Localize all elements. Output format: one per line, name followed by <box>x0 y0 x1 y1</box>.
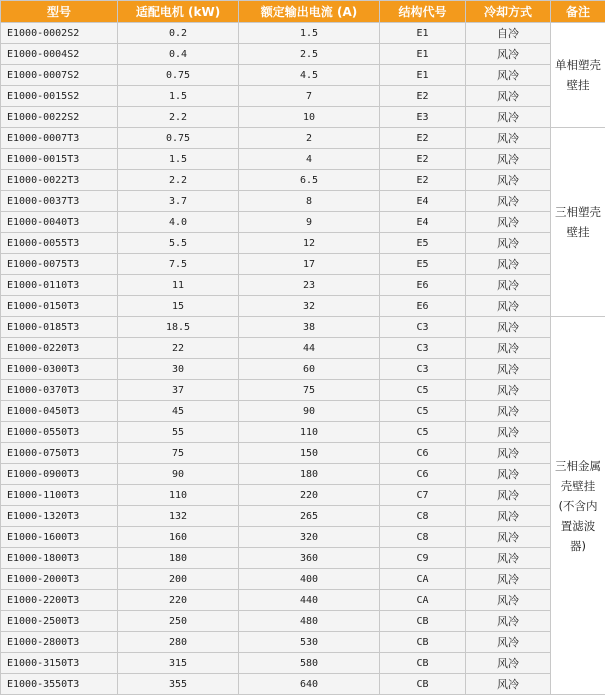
rated-current-cell: 7 <box>239 86 380 107</box>
table-row <box>1 506 605 527</box>
cooling-cell: 风冷 <box>466 86 551 107</box>
motor-power-cell: 4.0 <box>118 212 239 233</box>
model-cell: E1000-0015S2 <box>1 86 118 107</box>
table-row <box>1 23 605 44</box>
table-row <box>1 44 605 65</box>
model-cell: E1000-0022S2 <box>1 107 118 128</box>
cooling-cell: 风冷 <box>466 380 551 401</box>
structure-code-cell: C3 <box>380 338 466 359</box>
motor-power-cell: 30 <box>118 359 239 380</box>
table-row <box>1 443 605 464</box>
rated-current-cell: 400 <box>239 569 380 590</box>
motor-power-cell: 90 <box>118 464 239 485</box>
table-row <box>1 464 605 485</box>
cooling-cell: 风冷 <box>466 443 551 464</box>
table-row <box>1 170 605 191</box>
motor-power-cell: 5.5 <box>118 233 239 254</box>
cooling-cell: 风冷 <box>466 674 551 695</box>
cooling-cell: 风冷 <box>466 611 551 632</box>
rated-current-cell: 90 <box>239 401 380 422</box>
motor-power-cell: 1.5 <box>118 149 239 170</box>
model-cell: E1000-1800T3 <box>1 548 118 569</box>
motor-power-cell: 0.4 <box>118 44 239 65</box>
structure-code-cell: CB <box>380 632 466 653</box>
motor-power-cell: 355 <box>118 674 239 695</box>
cooling-cell: 风冷 <box>466 527 551 548</box>
cooling-cell: 自冷 <box>466 23 551 44</box>
table-row <box>1 359 605 380</box>
table-row <box>1 380 605 401</box>
table-row <box>1 86 605 107</box>
rated-current-cell: 150 <box>239 443 380 464</box>
structure-code-cell: C6 <box>380 464 466 485</box>
table-row <box>1 590 605 611</box>
motor-power-cell: 160 <box>118 527 239 548</box>
rated-current-cell: 360 <box>239 548 380 569</box>
header-model: 型号 <box>1 1 118 23</box>
rated-current-cell: 180 <box>239 464 380 485</box>
cooling-cell: 风冷 <box>466 296 551 317</box>
header-rated-current: 额定输出电流 (A) <box>239 1 380 23</box>
table-body <box>1 23 605 695</box>
table-row <box>1 107 605 128</box>
table-row <box>1 149 605 170</box>
model-cell: E1000-1100T3 <box>1 485 118 506</box>
cooling-cell: 风冷 <box>466 338 551 359</box>
table-row <box>1 191 605 212</box>
motor-power-cell: 22 <box>118 338 239 359</box>
rated-current-cell: 32 <box>239 296 380 317</box>
model-cell: E1000-0037T3 <box>1 191 118 212</box>
cooling-cell: 风冷 <box>466 128 551 149</box>
model-cell: E1000-0055T3 <box>1 233 118 254</box>
motor-power-cell: 7.5 <box>118 254 239 275</box>
structure-code-cell: E4 <box>380 212 466 233</box>
cooling-cell: 风冷 <box>466 632 551 653</box>
rated-current-cell: 4 <box>239 149 380 170</box>
structure-code-cell: C6 <box>380 443 466 464</box>
structure-code-cell: C5 <box>380 401 466 422</box>
structure-code-cell: E3 <box>380 107 466 128</box>
cooling-cell: 风冷 <box>466 44 551 65</box>
model-cell: E1000-0750T3 <box>1 443 118 464</box>
rated-current-cell: 2 <box>239 128 380 149</box>
model-cell: E1000-2000T3 <box>1 569 118 590</box>
model-cell: E1000-0550T3 <box>1 422 118 443</box>
cooling-cell: 风冷 <box>466 422 551 443</box>
structure-code-cell: C3 <box>380 317 466 338</box>
rated-current-cell: 220 <box>239 485 380 506</box>
rated-current-cell: 265 <box>239 506 380 527</box>
table-row <box>1 674 605 695</box>
cooling-cell: 风冷 <box>466 653 551 674</box>
structure-code-cell: C5 <box>380 422 466 443</box>
motor-power-cell: 280 <box>118 632 239 653</box>
model-cell: E1000-0185T3 <box>1 317 118 338</box>
motor-power-cell: 55 <box>118 422 239 443</box>
structure-code-cell: E1 <box>380 65 466 86</box>
table-row <box>1 527 605 548</box>
motor-power-cell: 37 <box>118 380 239 401</box>
motor-power-cell: 315 <box>118 653 239 674</box>
model-cell: E1000-0450T3 <box>1 401 118 422</box>
cooling-cell: 风冷 <box>466 590 551 611</box>
motor-power-cell: 250 <box>118 611 239 632</box>
structure-code-cell: E6 <box>380 296 466 317</box>
model-cell: E1000-0370T3 <box>1 380 118 401</box>
motor-power-cell: 0.75 <box>118 65 239 86</box>
rated-current-cell: 10 <box>239 107 380 128</box>
rated-current-cell: 640 <box>239 674 380 695</box>
table-row <box>1 233 605 254</box>
rated-current-cell: 4.5 <box>239 65 380 86</box>
cooling-cell: 风冷 <box>466 170 551 191</box>
rated-current-cell: 17 <box>239 254 380 275</box>
cooling-cell: 风冷 <box>466 359 551 380</box>
model-cell: E1000-0075T3 <box>1 254 118 275</box>
structure-code-cell: C7 <box>380 485 466 506</box>
model-cell: E1000-0015T3 <box>1 149 118 170</box>
table-row <box>1 611 605 632</box>
cooling-cell: 风冷 <box>466 548 551 569</box>
cooling-cell: 风冷 <box>466 464 551 485</box>
motor-power-cell: 11 <box>118 275 239 296</box>
model-cell: E1000-0004S2 <box>1 44 118 65</box>
table-row <box>1 653 605 674</box>
motor-power-cell: 180 <box>118 548 239 569</box>
table-row <box>1 485 605 506</box>
header-row <box>1 1 605 23</box>
rated-current-cell: 580 <box>239 653 380 674</box>
cooling-cell: 风冷 <box>466 191 551 212</box>
cooling-cell: 风冷 <box>466 569 551 590</box>
model-cell: E1000-2500T3 <box>1 611 118 632</box>
group-note-cell: 三相塑壳壁挂 <box>551 128 605 317</box>
table-row <box>1 317 605 338</box>
model-cell: E1000-0900T3 <box>1 464 118 485</box>
structure-code-cell: C9 <box>380 548 466 569</box>
structure-code-cell: E1 <box>380 44 466 65</box>
motor-power-cell: 0.75 <box>118 128 239 149</box>
cooling-cell: 风冷 <box>466 107 551 128</box>
table-row <box>1 632 605 653</box>
structure-code-cell: C5 <box>380 380 466 401</box>
rated-current-cell: 23 <box>239 275 380 296</box>
model-cell: E1000-0110T3 <box>1 275 118 296</box>
structure-code-cell: E5 <box>380 254 466 275</box>
cooling-cell: 风冷 <box>466 485 551 506</box>
structure-code-cell: E5 <box>380 233 466 254</box>
motor-power-cell: 0.2 <box>118 23 239 44</box>
rated-current-cell: 75 <box>239 380 380 401</box>
cooling-cell: 风冷 <box>466 149 551 170</box>
header-structure-code: 结构代号 <box>380 1 466 23</box>
table-row <box>1 338 605 359</box>
motor-power-cell: 1.5 <box>118 86 239 107</box>
table-row <box>1 569 605 590</box>
model-cell: E1000-0300T3 <box>1 359 118 380</box>
table-row <box>1 65 605 86</box>
motor-power-cell: 15 <box>118 296 239 317</box>
table-row <box>1 422 605 443</box>
structure-code-cell: E2 <box>380 149 466 170</box>
cooling-cell: 风冷 <box>466 212 551 233</box>
motor-power-cell: 220 <box>118 590 239 611</box>
header-motor-power: 适配电机 (kW) <box>118 1 239 23</box>
model-cell: E1000-0007T3 <box>1 128 118 149</box>
rated-current-cell: 44 <box>239 338 380 359</box>
cooling-cell: 风冷 <box>466 254 551 275</box>
model-cell: E1000-0002S2 <box>1 23 118 44</box>
table-row <box>1 296 605 317</box>
header-cooling: 冷却方式 <box>466 1 551 23</box>
table-row <box>1 548 605 569</box>
rated-current-cell: 530 <box>239 632 380 653</box>
motor-power-cell: 45 <box>118 401 239 422</box>
motor-power-cell: 2.2 <box>118 170 239 191</box>
model-cell: E1000-1600T3 <box>1 527 118 548</box>
rated-current-cell: 110 <box>239 422 380 443</box>
model-cell: E1000-1320T3 <box>1 506 118 527</box>
motor-power-cell: 110 <box>118 485 239 506</box>
motor-power-cell: 3.7 <box>118 191 239 212</box>
motor-power-cell: 200 <box>118 569 239 590</box>
structure-code-cell: E4 <box>380 191 466 212</box>
motor-power-cell: 132 <box>118 506 239 527</box>
rated-current-cell: 12 <box>239 233 380 254</box>
structure-code-cell: E1 <box>380 23 466 44</box>
structure-code-cell: E2 <box>380 128 466 149</box>
table-row <box>1 212 605 233</box>
structure-code-cell: E6 <box>380 275 466 296</box>
motor-power-cell: 75 <box>118 443 239 464</box>
rated-current-cell: 2.5 <box>239 44 380 65</box>
cooling-cell: 风冷 <box>466 317 551 338</box>
cooling-cell: 风冷 <box>466 401 551 422</box>
structure-code-cell: CA <box>380 569 466 590</box>
cooling-cell: 风冷 <box>466 233 551 254</box>
structure-code-cell: CB <box>380 653 466 674</box>
rated-current-cell: 60 <box>239 359 380 380</box>
structure-code-cell: E2 <box>380 86 466 107</box>
model-cell: E1000-3150T3 <box>1 653 118 674</box>
rated-current-cell: 440 <box>239 590 380 611</box>
model-cell: E1000-2800T3 <box>1 632 118 653</box>
group-note-cell: 三相金属壳壁挂(不含内置滤波器) <box>551 317 605 695</box>
model-cell: E1000-0150T3 <box>1 296 118 317</box>
table-row <box>1 128 605 149</box>
cooling-cell: 风冷 <box>466 275 551 296</box>
rated-current-cell: 6.5 <box>239 170 380 191</box>
model-cell: E1000-0040T3 <box>1 212 118 233</box>
structure-code-cell: E2 <box>380 170 466 191</box>
motor-power-cell: 18.5 <box>118 317 239 338</box>
model-cell: E1000-0022T3 <box>1 170 118 191</box>
motor-power-cell: 2.2 <box>118 107 239 128</box>
rated-current-cell: 38 <box>239 317 380 338</box>
rated-current-cell: 9 <box>239 212 380 233</box>
structure-code-cell: C8 <box>380 527 466 548</box>
structure-code-cell: CB <box>380 674 466 695</box>
header-note: 备注 <box>551 1 605 23</box>
structure-code-cell: C3 <box>380 359 466 380</box>
rated-current-cell: 1.5 <box>239 23 380 44</box>
table-row <box>1 254 605 275</box>
cooling-cell: 风冷 <box>466 65 551 86</box>
group-note-cell: 单相塑壳壁挂 <box>551 23 605 128</box>
cooling-cell: 风冷 <box>466 506 551 527</box>
rated-current-cell: 320 <box>239 527 380 548</box>
table-row <box>1 275 605 296</box>
model-cell: E1000-3550T3 <box>1 674 118 695</box>
model-cell: E1000-0007S2 <box>1 65 118 86</box>
table-row <box>1 401 605 422</box>
structure-code-cell: CB <box>380 611 466 632</box>
rated-current-cell: 480 <box>239 611 380 632</box>
rated-current-cell: 8 <box>239 191 380 212</box>
model-cell: E1000-0220T3 <box>1 338 118 359</box>
structure-code-cell: CA <box>380 590 466 611</box>
model-cell: E1000-2200T3 <box>1 590 118 611</box>
structure-code-cell: C8 <box>380 506 466 527</box>
